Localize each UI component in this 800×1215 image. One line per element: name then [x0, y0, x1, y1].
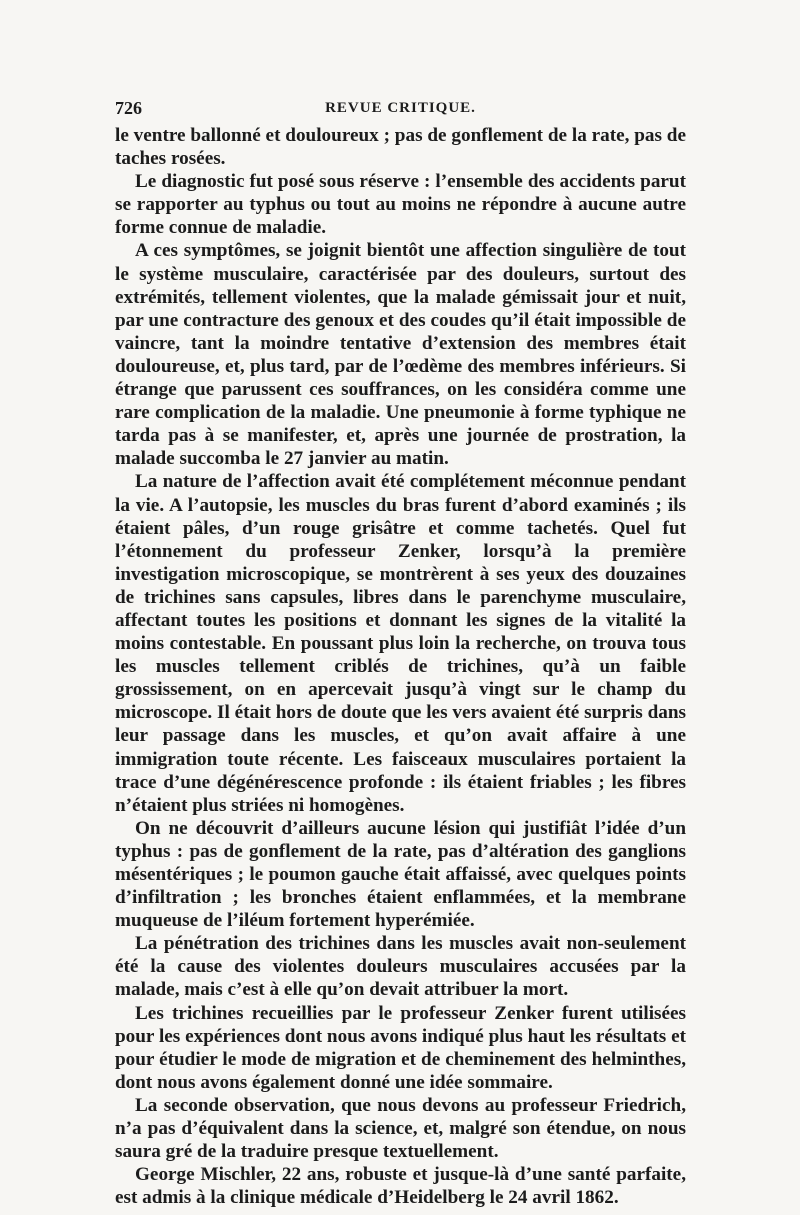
page-number: 726: [115, 98, 142, 118]
paragraph-lesions: On ne découvrit d’ailleurs aucune lésion qui justifiât l’idée d’un typhus : pas de gonflement de la rate, pas d’altération des ganglions mésentériques ; le poumon gauche était affaissé, avec quelques points d’infiltration ; les bronches étaient enflammées, et la membrane muqueuse de l’iléum fortement hyperémiée.: [115, 817, 686, 932]
paragraph-continuation: le ventre ballonné et douloureux ; pas de gonflement de la rate, pas de taches rosées.: [115, 125, 686, 170]
running-title: REVUE CRITIQUE.: [325, 100, 476, 116]
paragraph-cause-of-death: La pénétration des trichines dans les muscles avait non-seulement été la cause des violentes douleurs musculaires accusées par la malade, mais c’est à elle qu’on devait attribuer la mort.: [115, 933, 686, 1001]
page-header: [115, 98, 686, 124]
paragraph-second-observation: La seconde observation, que nous devons au professeur Friedrich, n’a pas d’équivalent dans la science, et, malgré son étendue, on nous saura gré de la traduire presque textuellement.: [115, 1094, 686, 1163]
body-text: [115, 124, 686, 1209]
paragraph-experiments: Les trichines recueillies par le professeur Zenker furent utilisées pour les expériences dont nous avons indiqué plus haut les résultats et pour étudier le mode de migration et de cheminement des helminthes, dont nous avons également donné une idée sommaire.: [115, 1002, 686, 1093]
paragraph-symptoms: A ces symptômes, se joignit bientôt une affection singulière de tout le système musculaire, caractérisée par des douleurs, surtout des extrémités, tellement violentes, que la malade gémissait jour et nuit, par une contracture des genoux et des coudes qu’il était impossible de vaincre, tant la moindre tentative d’extension des membres était douloureuse, et, plus tard, par de l’œdème des membres inférieurs. Si étrange que parussent ces souffrances, on les considéra comme une rare complication de la maladie. Une pneumonie à forme typhique ne tarda pas à se manifester, et, après une journée de prostration, la malade succomba le 27 janvier au matin.: [115, 240, 686, 470]
paragraph-patient: George Mischler, 22 ans, robuste et jusque-là d’une santé parfaite, est admis à la clinique médicale d’Heidelberg le 24 avril 1862.: [115, 1164, 686, 1209]
paragraph-diagnosis: Le diagnostic fut posé sous réserve : l’ensemble des accidents parut se rapporter au typhus ou tout au moins ne répondre à aucune autre forme connue de maladie.: [115, 171, 686, 239]
paragraph-autopsy: La nature de l’affection avait été complétement méconnue pendant la vie. A l’autopsie, les muscles du bras furent d’abord examinés ; ils étaient pâles, d’un rouge grisâtre et comme tachetés. Quel fut l’étonnement du professeur Zenker, lorsqu’à la première investigation microscopique, se montrèrent à ses yeux des douzaines de trichines sans capsules, libres dans le parenchyme musculaire, affectant toutes les positions et donnant les signes de la vitalité la moins contestable. En poussant plus loin la recherche, on trouva tous les muscles tellement criblés de trichines, qu’à un faible grossissement, on en apercevait jusqu’à vingt sur le champ du microscope. Il était hors de doute que les vers avaient été surpris dans leur passage dans les muscles, et qu’on avait affaire à une immigration toute récente. Les faisceaux musculaires portaient la trace d’une dégénérescence profonde : ils étaient friables ; les fibres n’étaient plus striées ni homogènes.: [115, 471, 686, 816]
book-page: [115, 98, 686, 1209]
